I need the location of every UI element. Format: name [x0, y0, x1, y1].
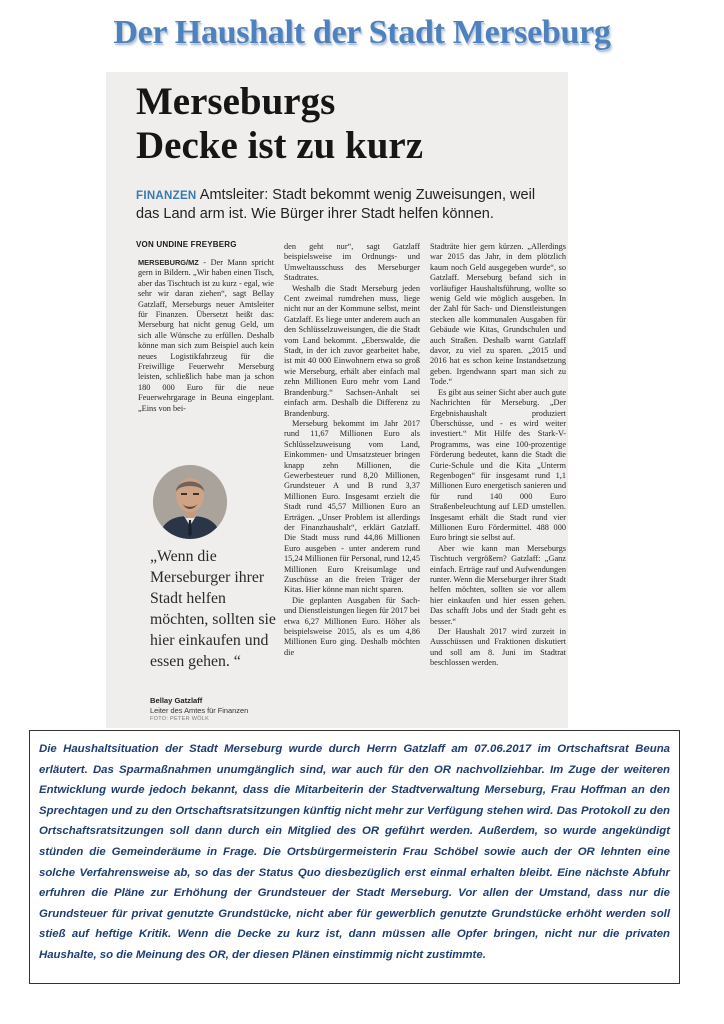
column-3-paragraph: Der Haushalt 2017 wird zurzeit in Ausschüssen und Fraktionen diskutiert und soll am 8. Juni im Stadtrat beschlossen werden.	[430, 627, 566, 668]
portrait-image	[152, 464, 228, 540]
headline-line-2: Decke ist zu kurz	[136, 124, 424, 167]
article-column-3	[430, 242, 566, 728]
column-2-paragraph: Die geplanten Ausgaben für Sach- und Dienstleistungen liegen für 2017 bei etwa 6,27 Millionen Euro. Höher als beispielsweise 2015, als es um 4,86 Millionen Euro ging. Deshalb möchten die	[284, 595, 420, 657]
summary-text: Die Haushaltsituation der Stadt Merseburg wurde durch Herrn Gatzlaff am 07.06.2017 im Ortschaftsrat Beuna erläutert. Das Sparmaßnahmen unumgänglich sind, war auch für den OR nachvollziehbar. Im Zuge der weiteren Entwicklung wurde jedoch bekannt, dass die Mitarbeiterin der Stadtverwaltung Merseburg, Frau Hoffman an den Sprechtagen und zu den Ortschaftsratsitzungen künftig nicht mehr zur Verfügung stehen wird. Das Protokoll zu den Ortschaftsratsitzungen soll dann durch ein Mitglied des OR geführt werden. Außerdem, so wurde angekündigt stünden die Gemeinderäume in Frage. Die Ortsbürgermeisterin Frau Schöbel sowie auch der OR lehnten eine solche Verfahrensweise ab, so das der Status Quo diesbezüglich erst einmal erhalten bleibt. Eine nächste Abfuhr erfuhren die Pläne zur Erhöhung der Grundsteuer der Stadt Merseburg. Vor allen der Umstand, dass nur die Grundsteuer für privat genutzte Grundstücke, nicht aber für gewerblich genutzte Grundstücke erhöht werden soll stieß auf heftige Kritik. Wenn die Decke zu kurz ist, dann müssen alle Opfer bringen, nicht nur die privaten Haushalte, so die Meinung des OR, der diesen Plänen einstimmig nicht zustimmte.	[39, 743, 670, 961]
portrait-photo	[152, 464, 228, 540]
headline-line-1: Merseburgs	[136, 80, 336, 123]
column-2-paragraph: Weshalb die Stadt Merseburg jeden Cent zweimal rumdrehen muss, liege nicht nur an der Kommune selbst, meint Gatzlaff. Es liege unter anderem auch an den Schlüsselzuweisungen, die die Stadt vom Land bekommt. „Eberswalde, die Stadt, in der ich zuvor gearbeitet habe, ist mit 40 000 Einwohnern etwa so groß wie Merseburg, erhält aber einfach mal zehn Millionen Euro mehr vom Land Brandenburg.“ Sachsen-Anhalt sei einfach arm. Deshalb die Differenz zu Brandenburg.	[284, 283, 420, 418]
article-column-2	[284, 242, 420, 728]
column-3-paragraph: Stadträte hier gern kürzen. „Allerdings war 2015 das Jahr, in dem plötzlich kaum noch Geld ausgegeben wurde“, so Gatzlaff. Merseburg befand sich in vorläufiger Haushaltsführung, wollte so wenig Geld wie möglich ausgeben. In der Zahl für Sach- und Dienstleistungen stecken alle kommunalen Ausgaben für Gebäude wie Kitas, Grundschulen und auch Straßen. Deshalb warnt Gatzlaff davor, zu viel zu sparen. „2015 und 2016 hat es schon keine Instandsetzung geben. Irgendwann spart man sich zu Tode.“	[430, 242, 566, 387]
quote-author: Bellay Gatzlaff	[150, 696, 203, 705]
column-3-paragraph: Aber wie kann man Merseburgs Tischtuch vergrößern? Gatzlaff: „Ganz einfach. Erträge rauf und Aufwendungen runter. Wenn die Merseburger ihrer Stadt helfen möchten, sollten sie vor allem hier einkaufen und hier essen gehen. Das schafft Jobs und der Stadt geht es besser.“	[430, 543, 566, 626]
page-title: Der Haushalt der Stadt Merseburg	[113, 14, 611, 51]
article-headline	[136, 80, 556, 168]
article-author: VON UNDINE FREYBERG	[136, 240, 237, 249]
kicker-text: Amtsleiter: Stadt bekommt wenig Zuweisungen, weil das Land arm ist. Wie Bürger ihrer Stadt helfen können.	[136, 187, 536, 222]
quote-author-role: Leiter des Amtes für Finanzen	[150, 706, 249, 715]
kicker-tag: FINANZEN	[136, 190, 197, 202]
newspaper-clipping	[106, 72, 568, 728]
column-2-paragraph: Merseburg bekommt im Jahr 2017 rund 11,67 Millionen Euro als Schlüsselzuweisung vom Land, Einkommen- und Umsatzsteuer bringen knapp zehn Millionen, die Gewerbesteuer rund 8,20 Millionen, Grundsteuer A und B rund 3,37 Millionen Euro. Insgesamt erzielt die Stadt rund 45,57 Millionen Euro an Erträgen. „Unser Problem ist allerdings der Finanzhaushalt“, erklärt Gatzlaff. Die Stadt muss rund 44,86 Millionen Euro ausgeben - unter anderem rund 15,24 Millionen für Personal, rund 12,45 Millionen Euro Kreisumlage und Zuschüsse an die freien Träger der Kitas. Hier könne man nicht sparen.	[284, 418, 420, 595]
pull-quote: „Wenn die Merseburger ihrer Stadt helfen möchten, sollten sie hier einkaufen und essen gehen. “	[150, 548, 276, 670]
summary-box	[29, 730, 680, 984]
column-1-text: - Der Mann spricht gern in Bildern. „Wir haben einen Tisch, aber das Tischtuch ist zu kurz - egal, wie sehr wir daran ziehen“, sagt Bellay Gatzlaff, Merseburgs neuer Amtsleiter für Finanzen. Übersetzt heißt das: Merseburg hat nicht genug Geld, um sich alle Wünsche zu erfüllen. Deshalb könne man sich zum Beispiel auch kein neues Logistikfahrzeug für die Freiwillige Feuerwehr Merseburg leisten, schließlich habe man ja schon 180 000 Euro für die neue Feuerwehrgarage in Beuna eingeplant. „Eins von bei-	[138, 258, 274, 413]
column-3-paragraph: Es gibt aus seiner Sicht aber auch gute Nachrichten für Merseburg. „Der Ergebnishaushalt produziert Überschüsse, und - es wird weiter investiert.“ Mit Hilfe des Stark-V-Programms, was eine 100-prozentige Förderung bedeutet, kann die Stadt die Curie-Schule und die Kita „Unterm Regenbogen“ für insgesamt rund 1,1 Millionen Euro energetisch sanieren und für rund 140 000 Euro Straßenbeleuchtung auf LED umstellen. Insgesamt erhält die Stadt rund vier Millionen Euro Fördermittel. 488 000 Euro bringt sie selbst auf.	[430, 387, 566, 543]
article-column-1	[138, 258, 274, 468]
dateline: MERSEBURG/MZ	[138, 258, 199, 267]
article-kicker	[136, 186, 556, 223]
column-2-paragraph: den geht nur“, sagt Gatzlaff beispielsweise im Ordnungs- und Umweltausschuss des Merseburger Stadtrates.	[284, 242, 420, 283]
photo-credit: FOTO: PETER WÖLK	[150, 716, 210, 722]
